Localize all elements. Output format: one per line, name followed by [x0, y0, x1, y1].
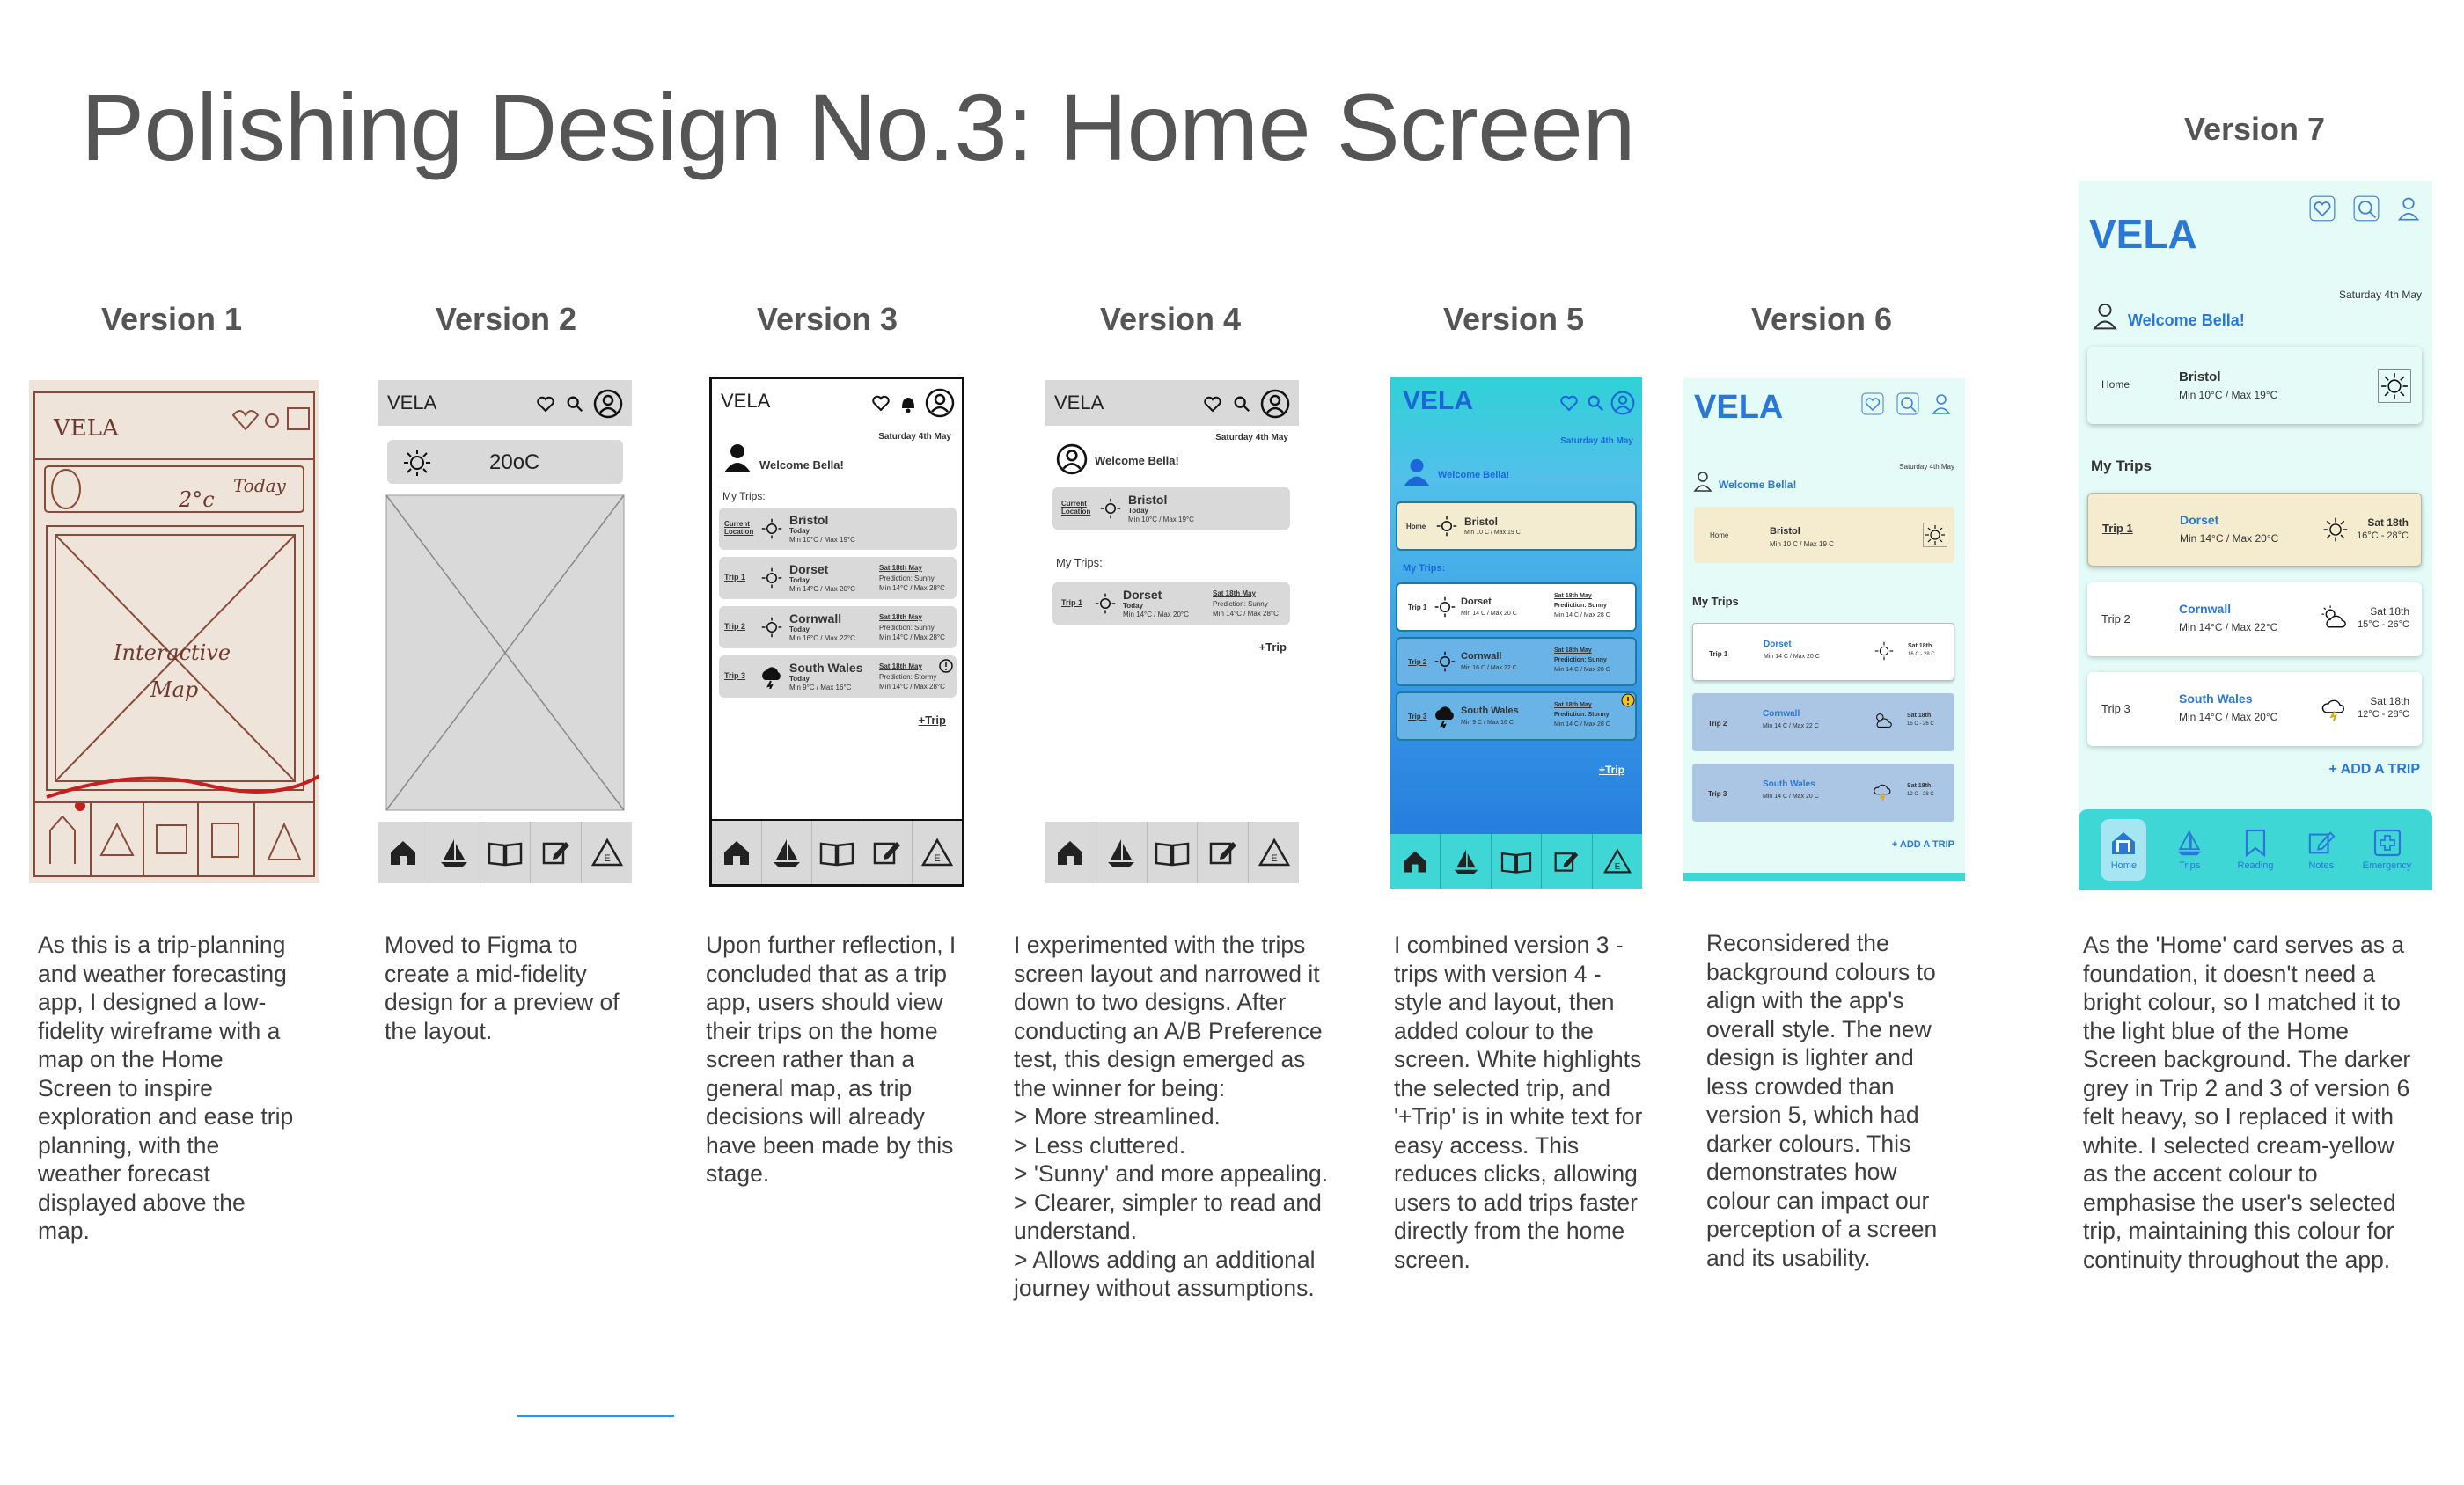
desc-paragraph: I combined version 3 - trips with version 4 - style and layout, then added colour to the screen. White highlights the selected trip, and '+Trip' is in white text for easy access. This reduces clicks, allowing users to add trips faster directly from the home screen. [1394, 932, 1643, 1273]
trip-sub: Today [789, 576, 810, 584]
sun-icon [403, 449, 431, 477]
trip-sub: Today [789, 675, 810, 683]
nav-trips[interactable] [1441, 834, 1491, 889]
trip-tag: Trip 2 [1708, 720, 1727, 728]
trip-name: Cornwall [789, 611, 842, 625]
sketch-map-label: Interactive [114, 640, 231, 665]
desc-bullet: > Clearer, simpler to read and understand. [1014, 1189, 1322, 1244]
sketch-brand: VELA [54, 415, 119, 442]
nav-label: Home [2110, 860, 2138, 871]
trip-forecast: Min 14°C / Max 28°C [1213, 610, 1279, 618]
v2-weather-card [387, 440, 623, 484]
v5-my-trips: My Trips: [1403, 563, 1446, 574]
sun-icon [761, 518, 782, 539]
v2-navbar [378, 822, 632, 883]
nav-notes[interactable] [1542, 834, 1592, 889]
trip-card[interactable] [1396, 582, 1637, 632]
nav-emergency[interactable] [913, 821, 962, 884]
trip-name: Cornwall [1461, 651, 1502, 662]
desc-bullet: > Less cluttered. [1014, 1131, 1186, 1159]
v5-date: Saturday 4th May [1560, 436, 1633, 446]
svg-text:E: E [603, 853, 611, 864]
trip-tag: Trip 1 [2102, 522, 2133, 535]
bell-icon[interactable] [898, 392, 918, 413]
nav-notes[interactable] [862, 821, 913, 884]
trip-name: Dorset [789, 562, 829, 576]
version-1-description [38, 931, 302, 1246]
trip-temps: Min 14°C / Max 20°C [789, 585, 855, 593]
user-icon [1692, 470, 1713, 493]
trip-date: Sat 18th [1907, 713, 1932, 719]
nav-label: Emergency [2362, 860, 2412, 871]
trip-name: South Wales [2179, 691, 2253, 706]
search-icon[interactable] [1586, 393, 1605, 413]
sun-icon [1434, 651, 1456, 672]
home-icon [387, 837, 419, 868]
add-trip-button[interactable]: + ADD A TRIP [2328, 762, 2420, 777]
trip-temps: Min 14 C / Max 20 C [1764, 654, 1820, 660]
home-card[interactable] [2087, 347, 2422, 424]
book-icon [488, 837, 523, 868]
trip-prediction: Prediction: Stormy [879, 673, 937, 681]
storm-icon [1872, 779, 1895, 802]
trip-forecast: Min 14°C / Max 28°C [879, 633, 945, 641]
version-1-label: Version 1 [100, 301, 243, 337]
version-7-description [2083, 931, 2419, 1274]
bookmark-icon [2243, 829, 2268, 857]
trip-card[interactable] [1692, 693, 1954, 751]
v7-welcome: Welcome Bella! [2128, 311, 2245, 329]
trip-range: 15 C - 26 C [1907, 721, 1934, 727]
sun-icon [1923, 523, 1947, 547]
version-5-phone [1390, 377, 1642, 889]
book-icon [1155, 837, 1190, 868]
storm-icon [759, 666, 784, 689]
user-icon [2091, 301, 2119, 331]
nav-label: Trips [2179, 860, 2201, 871]
sailboat-icon [438, 837, 470, 868]
warning-icon [920, 838, 954, 867]
trip-temps: Min 14 C / Max 20 C [1763, 794, 1819, 800]
trip-prediction: Prediction: Sunny [1554, 603, 1607, 609]
trip-date: Sat 18th May [1554, 647, 1592, 654]
nav-reading[interactable] [480, 822, 532, 883]
profile-icon[interactable] [1610, 391, 1635, 415]
version-6-label: Version 6 [1750, 301, 1893, 337]
sailboat-icon [2174, 829, 2204, 857]
profile-icon[interactable] [2397, 195, 2420, 222]
version-5-description [1394, 931, 1649, 1274]
profile-icon[interactable] [1260, 389, 1290, 419]
edit-icon [872, 838, 902, 867]
partly-cloudy-icon [2320, 604, 2350, 633]
add-trip-button[interactable]: +Trip [1598, 764, 1624, 776]
nav-home[interactable] [2091, 809, 2157, 890]
trip-card[interactable] [719, 508, 957, 550]
nav-home[interactable] [1045, 822, 1096, 883]
trip-date: Sat 18th May [879, 564, 922, 572]
trip-temps: Min 10 C / Max 19 C [1464, 530, 1521, 536]
trip-temps: Min 14 C / Max 22 C [1763, 723, 1819, 729]
nav-reading[interactable] [1492, 834, 1542, 889]
trip-card[interactable] [1052, 582, 1290, 625]
sun-icon [1434, 596, 1456, 618]
trip-temps: Min 14°C / Max 20°C [2180, 532, 2279, 545]
version-5-label: Version 5 [1442, 301, 1585, 337]
storm-icon [1433, 706, 1457, 728]
v3-my-trips: My Trips: [722, 490, 766, 502]
heart-icon[interactable] [535, 393, 556, 414]
trip-card[interactable] [719, 655, 957, 698]
trip-name: South Wales [1763, 779, 1815, 789]
desc-paragraph: I experimented with the trips screen layout and narrowed it down to two designs. After conducting an A/B Preference test, this design emerged as the winner for being: [1014, 932, 1323, 1101]
sun-icon [2321, 515, 2350, 545]
trip-range: 12°C - 28°C [2358, 709, 2409, 720]
heart-icon[interactable] [1558, 392, 1580, 413]
trip-name: Bristol [789, 513, 829, 527]
version-1-sketch [29, 380, 319, 883]
nav-home-highlight [2101, 819, 2146, 881]
add-trip-button[interactable]: +Trip [1258, 640, 1287, 654]
partly-cloudy-icon [1872, 709, 1895, 732]
home-icon [1401, 847, 1429, 875]
profile-icon[interactable] [593, 389, 623, 419]
trip-prediction: Prediction: Sunny [1213, 600, 1268, 608]
trip-prediction: Prediction: Stormy [1554, 712, 1610, 718]
home-icon [721, 837, 752, 868]
trip-name: Bristol [1128, 493, 1168, 507]
home-name: Bristol [1770, 526, 1800, 537]
trip-card[interactable] [1052, 487, 1290, 530]
storm-icon [2320, 693, 2350, 723]
trip-temps: Min 9°C / Max 16°C [789, 684, 852, 691]
nav-reading[interactable] [1148, 822, 1199, 883]
nav-trips[interactable] [762, 821, 812, 884]
v4-date: Saturday 4th May [1215, 433, 1288, 443]
v5-welcome: Welcome Bella! [1438, 470, 1510, 480]
v7-navbar [2079, 809, 2432, 890]
user-icon [722, 443, 752, 472]
trip-sub: Today [789, 527, 810, 535]
desc-bullet: > 'Sunny' and more appealing. [1014, 1160, 1329, 1187]
desc-paragraph: As this is a trip-planning and weather forecasting app, I designed a low-fidelity wireframe with a map on the Home Screen to inspire exploration and ease trip planning, with the weather forecast displayed above the map. [38, 932, 294, 1244]
v7-date: Saturday 4th May [2338, 289, 2422, 301]
book-icon [1500, 847, 1532, 875]
v6-date: Saturday 4th May [1899, 463, 1954, 471]
trip-tag: Trip 2 [2101, 612, 2130, 625]
v4-navbar [1045, 822, 1299, 883]
book-icon [819, 837, 854, 868]
search-icon[interactable] [1232, 394, 1251, 413]
sun-icon [1095, 593, 1116, 614]
version-7-label: Version 7 [2183, 111, 2326, 147]
desc-bullet: > Allows adding an additional journey without assumptions. [1014, 1246, 1316, 1301]
sun-icon [761, 617, 782, 638]
desc-bullet: > More streamlined. [1014, 1103, 1221, 1130]
version-4-description [1014, 931, 1339, 1303]
trip-card[interactable] [2087, 582, 2422, 656]
trip-name: South Wales [789, 661, 863, 675]
trip-name: South Wales [1461, 706, 1519, 716]
nav-trips[interactable] [429, 822, 480, 883]
trip-prediction: Prediction: Sunny [879, 574, 935, 582]
trip-sub: Today [1128, 507, 1148, 515]
version-7-phone [2079, 181, 2432, 890]
home-name: Bristol [2179, 369, 2221, 384]
svg-text:E: E [934, 853, 941, 864]
nav-trips[interactable] [2157, 809, 2223, 890]
search-icon[interactable] [2353, 195, 2380, 222]
trip-card[interactable] [719, 557, 957, 599]
trip-name: Cornwall [2179, 602, 2232, 616]
alert-icon [939, 659, 953, 673]
trip-name: Cornwall [1763, 709, 1800, 719]
map-placeholder[interactable] [385, 494, 625, 811]
version-2-phone [378, 380, 632, 883]
home-card[interactable] [1396, 501, 1637, 551]
nav-emergency[interactable] [2354, 809, 2420, 890]
profile-icon [1056, 443, 1088, 475]
nav-home[interactable] [1390, 834, 1441, 889]
warning-icon [1258, 838, 1291, 867]
trip-sub: Today [789, 625, 810, 633]
v7-brand: VELA [2089, 211, 2197, 257]
trip-forecast: Min 14 C / Max 28 C [1554, 612, 1610, 618]
add-trip-button[interactable]: +Trip [918, 713, 946, 727]
trip-date: Sat 18th [1908, 643, 1932, 649]
trip-temps: Min 14°C / Max 20°C [2179, 711, 2278, 723]
sun-icon [1873, 640, 1896, 662]
desc-paragraph: Reconsidered the background colours to align with the app's overall style. The new design is lighter and less crowded than version 5, which had darker colours. This demonstrates how colour can impact our perception of a screen and its usability. [1706, 930, 1938, 1271]
v2-brand: VELA [387, 391, 437, 413]
v6-navbar-edge [1683, 873, 1965, 881]
trip-date: Sat 18th May [879, 662, 922, 670]
trip-tag: Home [1406, 523, 1426, 530]
search-icon[interactable] [565, 394, 584, 413]
warning-icon [590, 838, 624, 867]
trip-forecast: Min 14°C / Max 28°C [879, 584, 945, 592]
trip-name: Dorset [1123, 588, 1162, 602]
version-6-description [1706, 929, 1962, 1272]
v3-date: Saturday 4th May [878, 432, 951, 442]
trip-tag: Trip 1 [1061, 598, 1083, 607]
page-title: Polishing Design No.3: Home Screen [81, 74, 1635, 180]
trip-temps: Min 10°C / Max 19°C [1128, 516, 1194, 523]
edit-icon [541, 838, 571, 867]
v5-brand: VELA [1403, 386, 1474, 415]
trip-prediction: Prediction: Sunny [1554, 657, 1607, 663]
trip-date: Sat 18th [2370, 605, 2409, 618]
scroll-indicator [517, 1415, 674, 1417]
home-temps: Min 10 C / Max 19 C [1770, 540, 1834, 548]
trip-sub: Today [1123, 602, 1143, 610]
trip-tag: Trip 3 [1708, 790, 1727, 798]
version-3-label: Version 3 [756, 301, 898, 337]
add-trip-button[interactable]: + ADD A TRIP [1891, 839, 1954, 850]
sun-icon [1100, 498, 1121, 519]
desc-paragraph: Moved to Figma to create a mid-fidelity design for a preview of the layout. [385, 932, 620, 1044]
warning-icon [1602, 848, 1632, 874]
alert-icon [1621, 693, 1635, 707]
trip-range: 12 C - 28 C [1907, 792, 1934, 797]
trip-temps: Min 14°C / Max 20°C [1123, 611, 1189, 618]
user-icon [1403, 457, 1431, 486]
version-2-description [385, 931, 640, 1045]
nav-reading[interactable] [812, 821, 862, 884]
trip-tag: Trip 3 [724, 671, 746, 680]
v3-welcome: Welcome Bella! [759, 458, 844, 472]
heart-icon[interactable] [1202, 393, 1223, 414]
nav-notes[interactable] [531, 822, 582, 883]
nav-label: Reading [2237, 860, 2274, 871]
profile-icon[interactable] [1932, 392, 1951, 415]
v6-welcome: Welcome Bella! [1719, 479, 1797, 491]
v4-welcome: Welcome Bella! [1095, 454, 1179, 467]
sailboat-icon [1105, 837, 1137, 868]
nav-reading[interactable] [2223, 809, 2289, 890]
desc-paragraph: As the 'Home' card serves as a foundation, it doesn't need a bright colour, so I matched it to the light blue of the Home Screen background. The darker grey in Trip 2 and 3 of version 6 felt heavy, so I replaced it with white. I selected cream-yellow as the accent colour to emphasise the user's selected trip, maintaining this colour for continuity throughout the app. [2083, 932, 2411, 1273]
sailboat-icon [771, 837, 803, 868]
trip-card[interactable] [1692, 764, 1954, 822]
svg-text:E: E [1614, 861, 1621, 872]
sun-icon [761, 567, 782, 589]
trip-date: Sat 18th [1907, 783, 1932, 789]
heart-icon[interactable] [1861, 392, 1884, 415]
trip-temps: Min 9 C / Max 16 C [1461, 720, 1514, 726]
nav-emergency[interactable] [1249, 822, 1299, 883]
sun-icon [2378, 369, 2411, 403]
trip-range: 16 C - 28 C [1908, 652, 1935, 657]
sketch-today: Today [233, 475, 286, 496]
trip-card[interactable] [1692, 623, 1954, 681]
nav-notes[interactable] [1198, 822, 1249, 883]
version-3-phone [709, 377, 964, 887]
trip-tag: Current Location [724, 520, 754, 536]
trip-date: Sat 18th May [1554, 702, 1592, 708]
nav-home[interactable] [712, 821, 762, 884]
trip-tag: Trip 3 [2101, 702, 2130, 715]
medical-cross-icon [2373, 829, 2402, 857]
trip-card[interactable] [2087, 672, 2422, 746]
nav-label: Notes [2308, 860, 2335, 871]
edit-icon [2307, 829, 2336, 857]
profile-icon[interactable] [925, 388, 955, 418]
trip-tag: Trip 3 [1408, 713, 1427, 721]
sailboat-icon [1452, 847, 1480, 875]
v4-my-trips: My Trips: [1056, 556, 1103, 569]
trip-date: Sat 18th [2370, 695, 2409, 707]
trip-tag: Trip 2 [724, 622, 746, 631]
sketch-map-label-2: Map [150, 677, 199, 702]
trip-forecast: Min 14 C / Max 28 C [1554, 667, 1610, 673]
home-tag: Home [1710, 531, 1729, 539]
nav-trips[interactable] [1096, 822, 1148, 883]
v6-brand: VELA [1694, 388, 1784, 426]
sun-icon [1436, 516, 1457, 537]
nav-home[interactable] [378, 822, 429, 883]
trip-date: Sat 18th May [1554, 593, 1592, 599]
edit-icon [1208, 838, 1238, 867]
trip-name: Dorset [2180, 513, 2219, 527]
trip-temps: Min 14 C / Max 20 C [1461, 611, 1517, 617]
edit-icon [1553, 848, 1580, 874]
trip-forecast: Min 14 C / Max 28 C [1554, 721, 1610, 728]
heart-icon[interactable] [2309, 195, 2336, 222]
trip-tag: Trip 1 [1709, 650, 1728, 658]
trip-card[interactable] [1396, 637, 1637, 686]
trip-prediction: Prediction: Sunny [879, 624, 935, 632]
trip-tag: Current Location [1061, 500, 1091, 516]
trip-tag: Trip 2 [1408, 658, 1427, 666]
v5-navbar [1390, 834, 1642, 889]
v3-navbar [712, 819, 962, 884]
version-3-description [706, 931, 961, 1189]
trip-card[interactable] [1396, 691, 1637, 741]
trip-date: Sat 18th May [879, 613, 922, 621]
desc-paragraph: Upon further reflection, I concluded that as a trip app, users should view their trips on the home screen rather than a general map, as trip decisions will already have been made by this stage. [706, 932, 957, 1187]
svg-text:E: E [1270, 853, 1278, 864]
version-2-label: Version 2 [435, 301, 577, 337]
trip-card[interactable] [2087, 493, 2422, 567]
version-4-label: Version 4 [1099, 301, 1242, 337]
home-icon [2109, 829, 2138, 857]
trip-range: 16°C - 28°C [2357, 530, 2409, 541]
sketch-drawing [29, 380, 319, 883]
trip-tag: Trip 1 [724, 573, 746, 582]
v2-temp: 20oC [489, 450, 540, 474]
trip-temps: Min 14°C / Max 22°C [2179, 621, 2278, 633]
trip-name: Dorset [1461, 596, 1492, 607]
v6-my-trips: My Trips [1692, 595, 1739, 608]
trip-name: Bristol [1464, 516, 1499, 528]
v4-brand: VELA [1054, 391, 1104, 413]
trip-name: Dorset [1764, 640, 1792, 649]
v3-brand: VELA [721, 390, 771, 412]
trip-range: 15°C - 26°C [2358, 619, 2409, 630]
sketch-temp: 2°c [179, 487, 215, 512]
trip-card[interactable] [719, 606, 957, 648]
trip-date: Sat 18th [2367, 516, 2409, 529]
home-temps: Min 10°C / Max 19°C [2179, 389, 2278, 401]
home-icon [1054, 837, 1086, 868]
home-tag: Home [2101, 378, 2130, 391]
trip-forecast: Min 14°C / Max 28°C [879, 683, 945, 691]
trip-temps: Min 10°C / Max 19°C [789, 536, 855, 544]
nav-notes[interactable] [2288, 809, 2354, 890]
search-icon[interactable] [1896, 392, 1919, 415]
trip-tag: Trip 1 [1408, 604, 1427, 611]
v7-my-trips: My Trips [2091, 457, 2152, 474]
nav-emergency[interactable] [582, 822, 632, 883]
version-6-phone [1683, 378, 1965, 881]
heart-icon[interactable] [870, 392, 891, 413]
trip-temps: Min 16 C / Max 22 C [1461, 665, 1517, 671]
nav-emergency[interactable] [1593, 834, 1642, 889]
home-card[interactable] [1694, 507, 1954, 563]
version-4-phone [1045, 380, 1299, 883]
trip-date: Sat 18th May [1213, 589, 1256, 597]
trip-temps: Min 16°C / Max 22°C [789, 634, 855, 642]
